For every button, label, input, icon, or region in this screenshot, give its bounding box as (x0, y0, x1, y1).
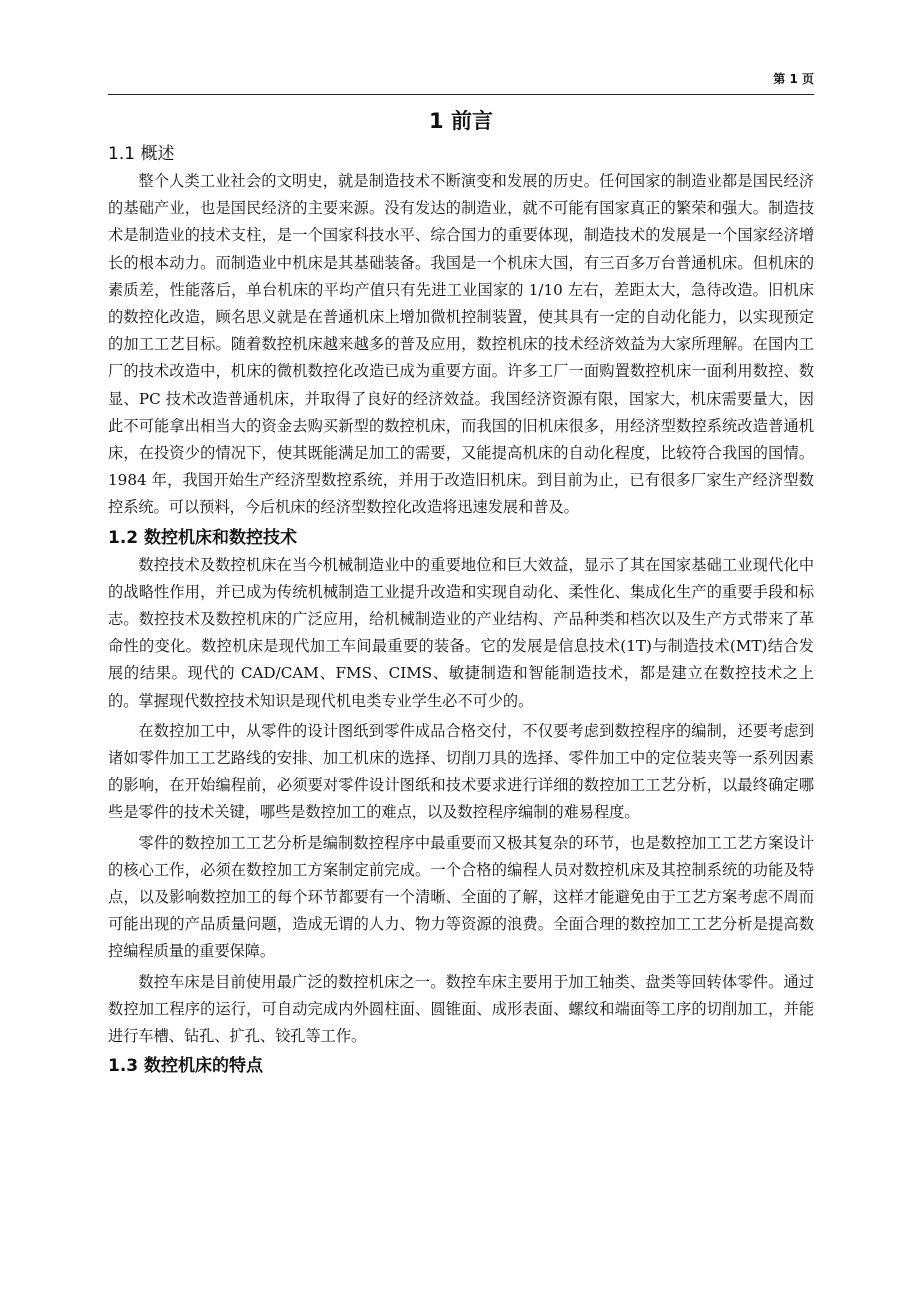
section-heading-1-3: 1.3 数控机床的特点 (108, 1056, 264, 1077)
paragraph: 数控车床是目前使用最广泛的数控机床之一。数控车床主要用于加工轴类、盘类等回转体零件。通过数控加工程序的运行，可自动完成内外圆柱面、圆锥面、成形表面、螺纹和端面等工序的切削加工，并能进行车槽、钻孔、扩孔、铰孔等工作。 (108, 972, 814, 1046)
paragraph: 整个人类工业社会的文明史，就是制造技术不断演变和发展的历史。任何国家的制造业都是国民经济的基础产业，也是国民经济的主要来源。没有发达的制造业，就不可能有国家真正的繁荣和强大。制造技术是制造业的技术支柱，是一个国家科技水平、综合国力的重要体现，制造技术的发展是一个国家经济增长的根本动力。而制造业中机床是其基础装备。我国是一个机床大国，有三百多万台普通机床。但机床的素质差，性能落后，单台机床的平均产值只有先进工业国家的 1/10 左右，差距太大，急待改造。旧机床的数控化改造，顾名思义就是在普通机床上增加微机控制装置，使其具有一定的自动化能力，以实现预定的加工工艺目标。随着数控机床越来越多的普及应用，数控机床的技术经济效益为大家所理解。在国内工厂的技术改造中，机床的微机数控化改造已成为重要方面。许多工厂一面购置数控机床一面利用数控、数显、PC 技术改造普通机床，并取得了良好的经济效益。我国经济资源有限，国家大，机床需要量大，因此不可能拿出相当大的资金去购买新型的数控机床，而我国的旧机床很多，用经济型数控系统改造普通机床，在投资少的情况下，使其既能满足加工的需要，又能提高机床的自动化程度，比较符合我国的国情。1984 年，我国开始生产经济型数控系统，并用于改造旧机床。到目前为止，已有很多厂家生产经济型数控系统。可以预料，今后机床的经济型数控化改造将迅速发展和普及。 (108, 172, 814, 517)
paragraph: 零件的数控加工工艺分析是编制数控程序中最重要而又极其复杂的环节，也是数控加工工艺方案设计的核心工作，必须在数控加工方案制定前完成。一个合格的编程人员对数控机床及其控制系统的功能及特点，以及影响数控加工的每个环节都要有一个清晰、全面的了解，这样才能避免由于工艺方案考虑不周而可能出现的产品质量问题，造成无谓的人力、物力等资源的浪费。全面合理的数控加工工艺分析是提高数控编程质量的重要保障。 (108, 833, 814, 961)
page-header (108, 64, 814, 95)
page-number: 第 1 页 (773, 72, 814, 86)
document-body (108, 104, 814, 1080)
section-heading-1-2: 1.2 数控机床和数控技术 (108, 527, 298, 548)
chapter-title: 1 前言 (429, 109, 493, 133)
section-heading-1-1: 1.1 概述 (108, 144, 175, 164)
paragraph: 在数控加工中，从零件的设计图纸到零件成品合格交付，不仅要考虑到数控程序的编制，还要考虑到诸如零件加工工艺路线的安排、加工机床的选择、切削刀具的选择、零件加工中的定位装夹等一系列因素的影响，在开始编程前，必须要对零件设计图纸和技术要求进行详细的数控加工工艺分析，以最终确定哪些是零件的技术关键，哪些是数控加工的难点，以及数控程序编制的难易程度。 (108, 721, 814, 822)
paragraph: 数控技术及数控机床在当今机械制造业中的重要地位和巨大效益，显示了其在国家基础工业现代化中的战略性作用，并已成为传统机械制造工业提升改造和实现自动化、柔性化、集成化生产的重要手段和标志。数控技术及数控机床的广泛应用，给机械制造业的产业结构、产品种类和档次以及生产方式带来了革命性的变化。数控机床是现代加工车间最重要的装备。它的发展是信息技术(1T)与制造技术(MT)结合发展的结果。现代的 CAD/CAM、FMS、CIMS、敏捷制造和智能制造技术，都是建立在数控技术之上的。掌握现代数控技术知识是现代机电类专业学生必不可少的。 (108, 555, 814, 710)
